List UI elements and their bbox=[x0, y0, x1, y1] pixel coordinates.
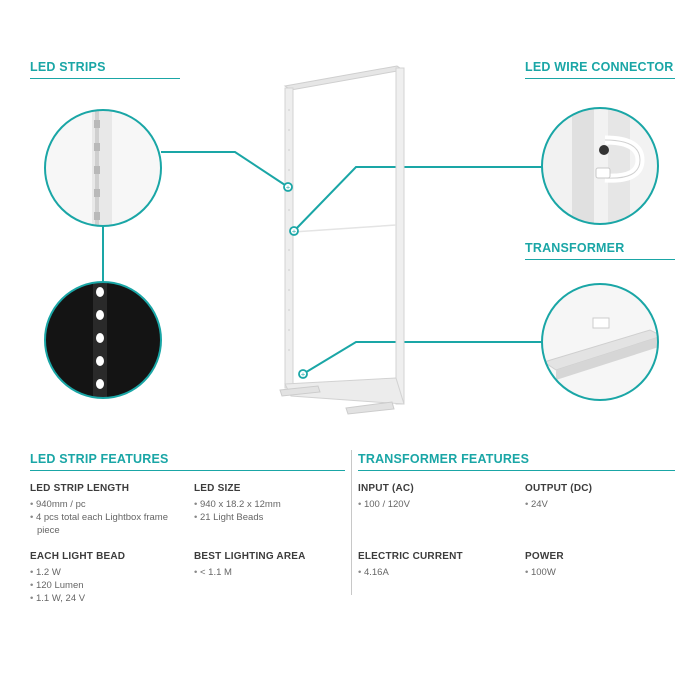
callout-title-led-wire-connector: LED WIRE CONNECTOR bbox=[525, 60, 674, 74]
connector-lines bbox=[103, 152, 542, 374]
spec-item: • < 1.1 M bbox=[194, 566, 344, 579]
spec-best-lighting-area bbox=[194, 550, 344, 579]
spec-electric-current bbox=[358, 550, 508, 579]
spec-item: • 1.2 W bbox=[30, 566, 180, 579]
led-strip-features-heading: LED STRIP FEATURES bbox=[30, 452, 169, 466]
spec-label: LED SIZE bbox=[194, 483, 241, 494]
spec-label: ELECTRIC CURRENT bbox=[358, 551, 463, 562]
callout-rule-transformer bbox=[525, 259, 675, 260]
led-strip-closeup-lit bbox=[40, 278, 170, 408]
spec-led-size bbox=[194, 482, 344, 524]
svg-text:+: + bbox=[291, 228, 297, 236]
callout-title-led-strips: LED STRIPS bbox=[30, 60, 106, 74]
spec-label: BEST LIGHTING AREA bbox=[194, 551, 306, 562]
spec-item: • 100 / 120V bbox=[358, 498, 508, 511]
transformer-features-heading: TRANSFORMER FEATURES bbox=[358, 452, 530, 466]
callout-rule-led-wire-connector bbox=[525, 78, 675, 79]
spec-item: • 100W bbox=[525, 566, 675, 579]
svg-text:+: + bbox=[300, 371, 306, 379]
spec-item: • 120 Lumen bbox=[30, 579, 180, 592]
spec-item: • 21 Light Beads bbox=[194, 511, 344, 524]
callout-rule-led-strips bbox=[30, 78, 180, 79]
spec-label: POWER bbox=[525, 551, 564, 562]
spec-item: • 940mm / pc bbox=[30, 498, 180, 511]
transformer-features-rule bbox=[358, 470, 675, 471]
spec-power bbox=[525, 550, 675, 579]
spec-label: INPUT (AC) bbox=[358, 483, 414, 494]
spec-input bbox=[358, 482, 508, 511]
callout-title-transformer: TRANSFORMER bbox=[525, 241, 625, 255]
spec-item: • 4 pcs total each Lightbox frame piece bbox=[30, 511, 180, 537]
spec-item: • 1.1 W, 24 V bbox=[30, 592, 180, 605]
spec-item: • 24V bbox=[525, 498, 675, 511]
spec-output bbox=[525, 482, 675, 511]
spec-led-strip-length bbox=[30, 482, 180, 537]
spec-label: EACH LIGHT BEAD bbox=[30, 551, 126, 562]
section-divider bbox=[351, 450, 352, 595]
led-strip-closeup-light bbox=[40, 105, 170, 235]
spec-each-light-bead bbox=[30, 550, 180, 605]
spec-label: OUTPUT (DC) bbox=[525, 483, 593, 494]
spec-label: LED STRIP LENGTH bbox=[30, 483, 130, 494]
lightbox-frame bbox=[280, 66, 404, 414]
spec-item: • 4.16A bbox=[358, 566, 508, 579]
svg-text:+: + bbox=[285, 184, 291, 192]
led-strip-features-rule bbox=[30, 470, 345, 471]
spec-item: • 940 x 18.2 x 12mm bbox=[194, 498, 344, 511]
